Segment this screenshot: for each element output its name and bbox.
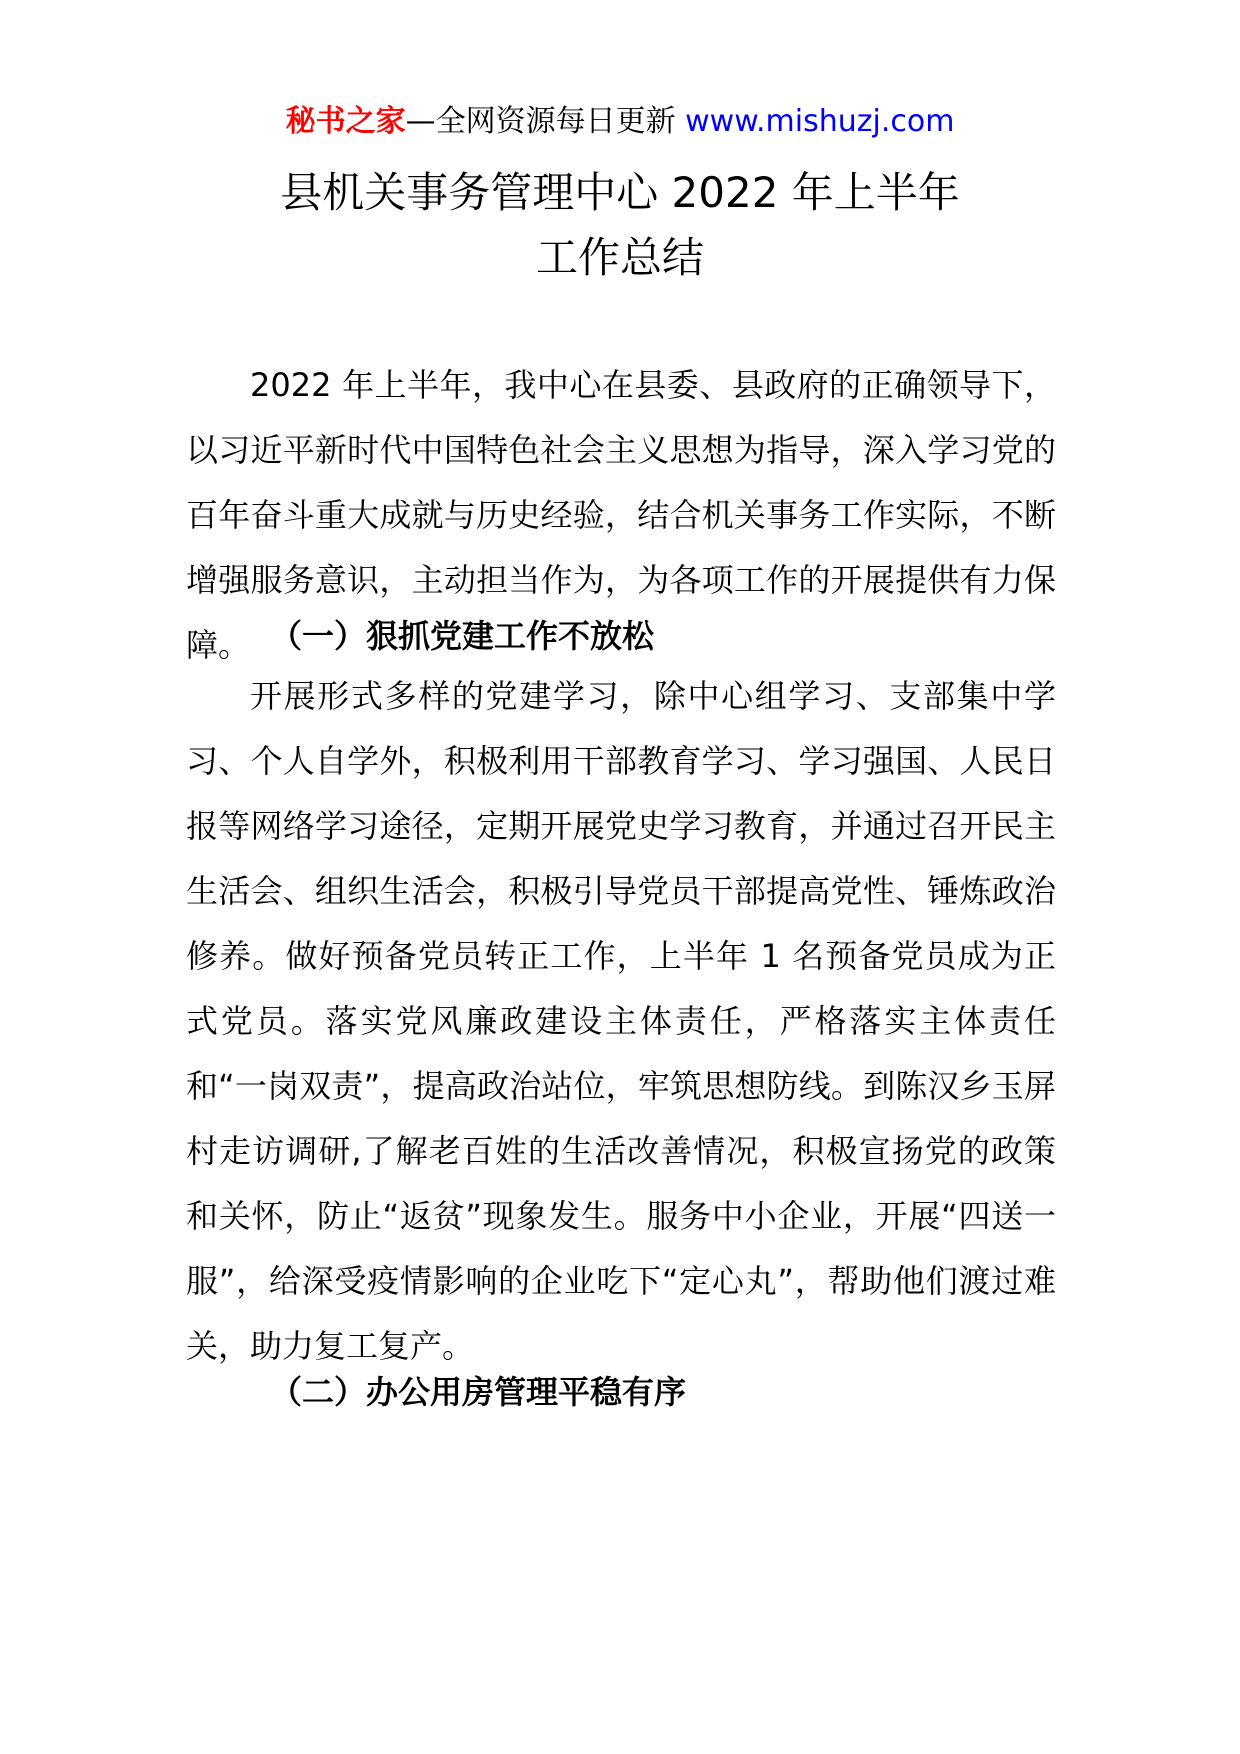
site-url-link[interactable]: www.mishuzj.com [685, 104, 955, 139]
site-name: 秘书之家 [285, 104, 406, 139]
document-title-line-1: 县机关事务管理中心 2022 年上半年 [280, 168, 960, 217]
document-title-line-2: 工作总结 [535, 233, 704, 282]
site-header [0, 100, 1240, 144]
section-2-heading: （二）办公用房管理平稳有序 [270, 1373, 687, 1411]
intro-paragraph: 2022 年上半年，我中心在县委、县政府的正确领导下，以习近平新时代中国特色社会主义思想为指导，深入学习党的百年奋斗重大成就与历史经验，结合机关事务工作实际，不断增强服务意识，主动担当作为，为各项工作的开展提供有力保障。 [186, 366, 1056, 664]
section-1-paragraph: 开展形式多样的党建学习，除中心组学习、支部集中学习、个人自学外，积极利用干部教育学习、学习强国、人民日报等网络学习途径，定期开展党史学习教育，并通过召开民主生活会、组织生活会，积极引导党员干部提高党性、锤炼政治修养。做好预备党员转正工作，上半年 1 名预备党员成为正式党员。落实党风廉政建设主体责任，严格落实主体责任和“一岗双责”，提高政治站位，牢筑思想防线。到陈汉乡玉屏村走访调研,了解老百姓的生活改善情况，积极宣扬党的政策和关怀，防止“返贫”现象发生。服务中小企业，开展“四送一服”，给深受疫情影响的企业吃下“定心丸”，帮助他们渡过难关，助力复工复产。 [186, 677, 1056, 1365]
site-slogan: —全网资源每日更新 [405, 104, 686, 139]
section-1-heading: （一）狠抓党建工作不放松 [270, 617, 655, 655]
